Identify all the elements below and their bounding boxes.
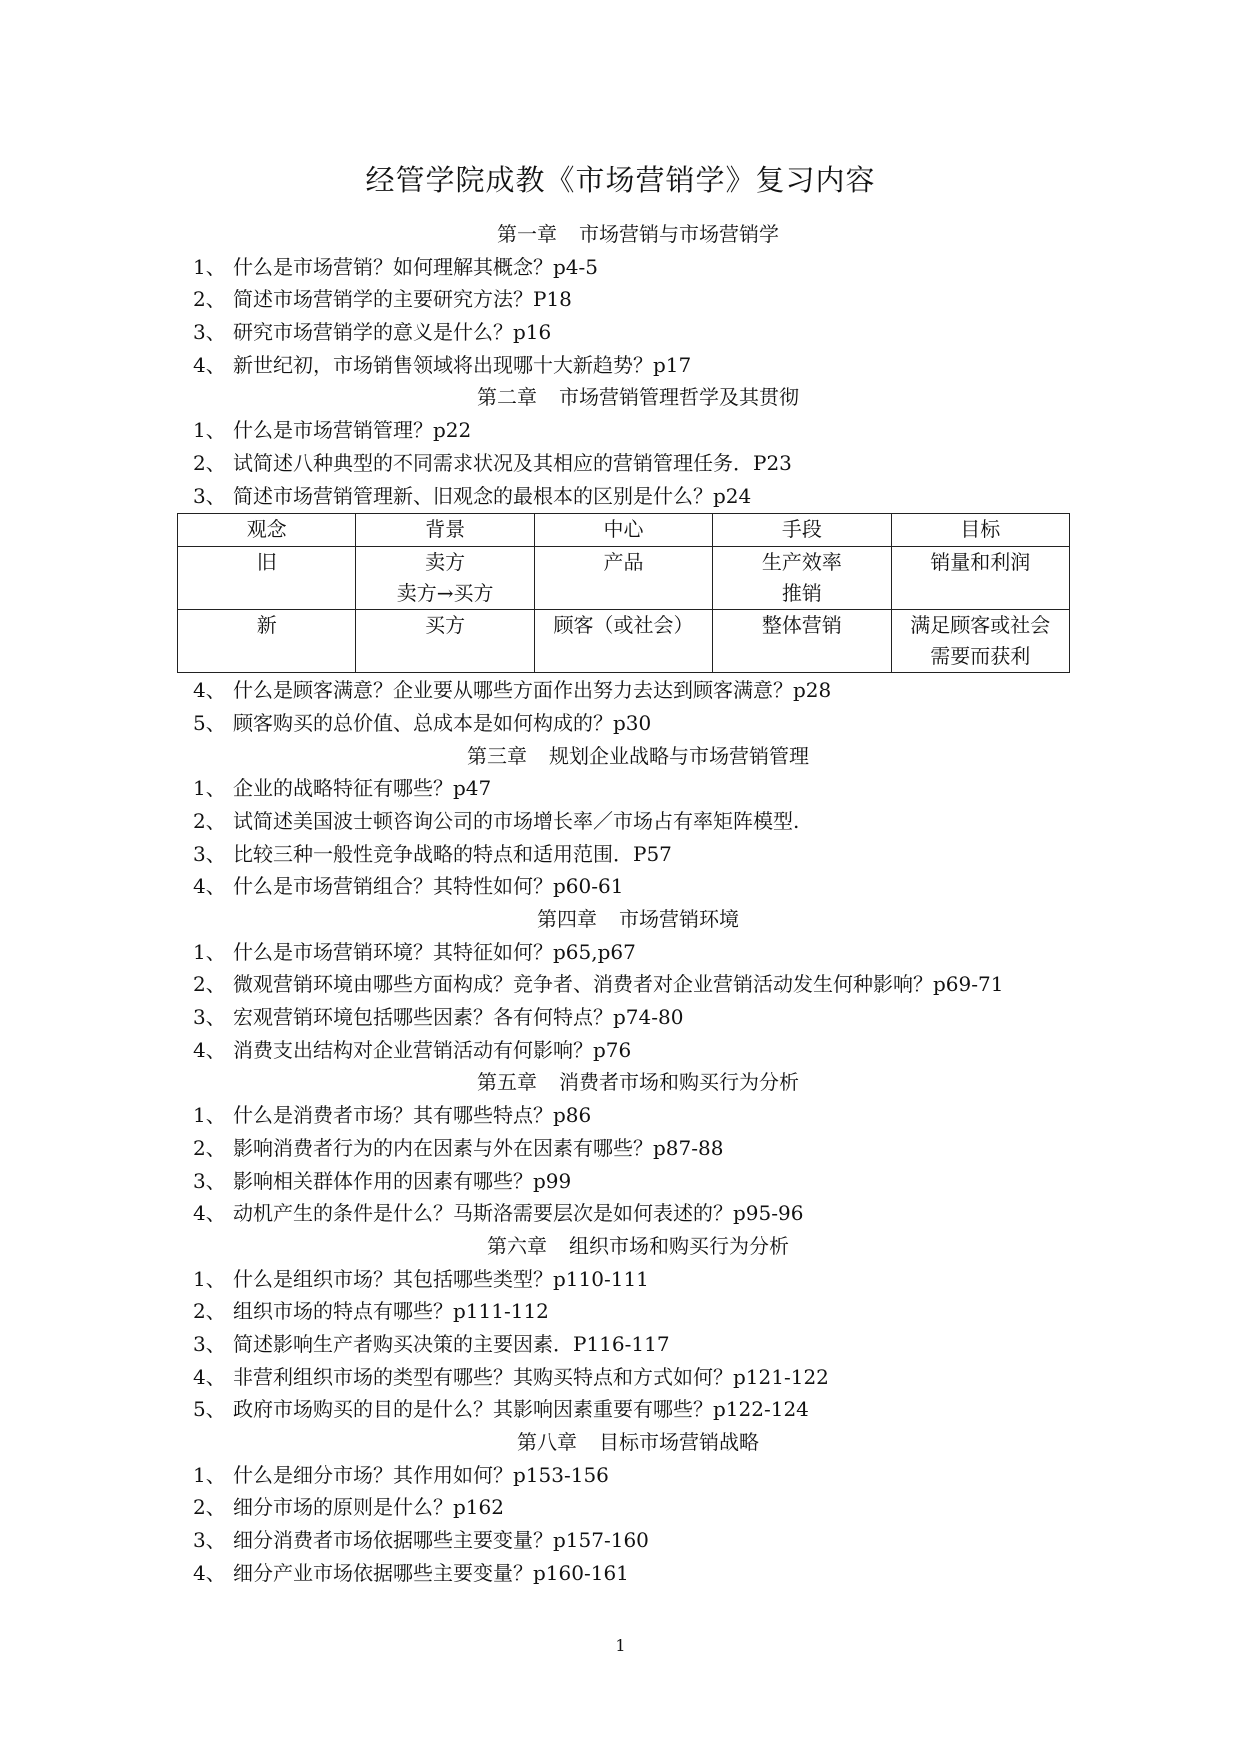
question-item: [193, 1034, 1083, 1067]
question-number: 3、: [193, 320, 226, 345]
question-item: [193, 1165, 1083, 1198]
question-text: 非营利组织市场的类型有哪些？其购买特点和方式如何？p121-122: [233, 1364, 829, 1389]
question-text: 影响消费者行为的内在因素与外在因素有哪些？p87-88: [233, 1135, 724, 1160]
question-number: 1、: [193, 1103, 226, 1128]
chapter-heading: [193, 381, 1083, 414]
chapter-title: 市场营销环境: [619, 907, 739, 931]
question-number: 4、: [193, 1364, 226, 1389]
table-cell-line: 需要而获利: [930, 644, 1031, 669]
chapter-number: 第五章: [477, 1070, 537, 1095]
question-text: 什么是市场营销组合？其特性如何？p60-61: [233, 874, 624, 899]
chapter-number: 第八章: [517, 1430, 577, 1454]
question-text: 宏观营销环境包括哪些因素？各有何特点？p74-80: [233, 1005, 684, 1030]
table-header-cell: 目标: [891, 514, 1069, 547]
question-item: [193, 1328, 1083, 1361]
question-number: 2、: [193, 450, 226, 475]
question-item: [193, 1132, 1083, 1165]
question-number: 1、: [193, 1266, 226, 1291]
question-number: 3、: [193, 1331, 226, 1356]
question-text: 影响相关群体作用的因素有哪些？p99: [233, 1168, 572, 1193]
question-number: 1、: [193, 418, 226, 443]
table-row: [178, 610, 1070, 673]
table-cell-line: 买方: [425, 613, 466, 638]
table-header-cell: 观念: [178, 514, 356, 547]
question-number: 4、: [193, 1560, 226, 1585]
chapter-title: 规划企业战略与市场营销管理: [549, 743, 809, 768]
question-text: 细分市场的原则是什么？p162: [233, 1495, 504, 1520]
question-text: 消费支出结构对企业营销活动有何影响？p76: [233, 1037, 632, 1062]
question-number: 4、: [193, 1201, 226, 1226]
table-cell-line: 整体营销: [761, 613, 842, 638]
question-text: 试简述美国波士顿咨询公司的市场增长率／市场占有率矩阵模型.: [233, 808, 800, 833]
question-number: 4、: [193, 874, 226, 899]
table-cell: [178, 547, 356, 610]
table-cell-line: 旧: [256, 550, 277, 575]
question-item: [193, 414, 1083, 447]
table-cell: [713, 547, 891, 610]
chapter-number: 第三章: [467, 743, 527, 768]
question-item: [193, 936, 1083, 969]
question-number: 2、: [193, 287, 226, 312]
comparison-table: [177, 513, 1070, 673]
question-number: 2、: [193, 808, 226, 833]
table-header-cell: 中心: [534, 514, 712, 547]
question-number: 5、: [193, 1397, 226, 1422]
document-title: 经管学院成教《市场营销学》复习内容: [365, 163, 876, 197]
question-text: 细分产业市场依据哪些主要变量？p160-161: [233, 1560, 629, 1585]
question-number: 1、: [193, 1462, 226, 1487]
table-cell-line: 销量和利润: [930, 550, 1031, 575]
question-text: 什么是市场营销管理？p22: [233, 418, 472, 443]
question-text: 顾客购买的总价值、总成本是如何构成的？p30: [233, 710, 652, 735]
question-text: 什么是组织市场？其包括哪些类型？p110-111: [233, 1266, 649, 1291]
question-item: [193, 674, 1083, 707]
table-cell: [356, 610, 534, 673]
question-item: [193, 772, 1083, 805]
table-cell-line: 推销: [781, 581, 822, 606]
question-text: 什么是顾客满意？企业要从哪些方面作出努力去达到顾客满意？p28: [233, 678, 832, 703]
question-item: [193, 838, 1083, 871]
question-number: 1、: [193, 254, 226, 279]
question-item: [193, 349, 1083, 382]
question-text: 组织市场的特点有哪些？p111-112: [233, 1299, 549, 1324]
question-number: 3、: [193, 1005, 226, 1030]
question-item: [193, 870, 1083, 903]
question-text: 什么是消费者市场？其有哪些特点？p86: [233, 1103, 592, 1128]
question-text: 动机产生的条件是什么？马斯洛需要层次是如何表述的？p95-96: [233, 1201, 804, 1226]
table-cell-line: 生产效率: [761, 550, 842, 575]
chapter-title: 市场营销管理哲学及其贯彻: [559, 385, 799, 410]
question-number: 4、: [193, 352, 226, 377]
table-cell-line: 顾客（或社会）: [553, 613, 694, 638]
chapter-title: 市场营销与市场营销学: [579, 222, 779, 246]
question-text: 试简述八种典型的不同需求状况及其相应的营销管理任务．P23: [233, 450, 792, 475]
question-item: [193, 447, 1083, 480]
table-row: [178, 547, 1070, 610]
chapter-heading: [193, 218, 1083, 251]
table-header-cell: 背景: [356, 514, 534, 547]
table-cell: [534, 610, 712, 673]
question-text: 什么是细分市场？其作用如何？p153-156: [233, 1462, 609, 1487]
question-number: 4、: [193, 1037, 226, 1062]
question-number: 1、: [193, 939, 226, 964]
question-text: 简述影响生产者购买决策的主要因素．P116-117: [233, 1331, 670, 1356]
question-item: [193, 1393, 1083, 1426]
question-item: [193, 968, 1083, 1001]
question-item: [193, 283, 1083, 316]
question-text: 研究市场营销学的意义是什么？p16: [233, 320, 552, 345]
chapter-heading: [193, 740, 1083, 773]
table-cell-line: 卖方→买方: [396, 581, 494, 606]
question-text: 政府市场购买的目的是什么？其影响因素重要有哪些？p122-124: [233, 1397, 809, 1422]
question-number: 3、: [193, 1528, 226, 1553]
question-item: [193, 805, 1083, 838]
chapter-title: 消费者市场和购买行为分析: [559, 1070, 799, 1095]
table-cell: [891, 610, 1069, 673]
chapter-heading: [193, 1066, 1083, 1099]
question-item: [193, 480, 1083, 513]
question-text: 比较三种一般性竞争战略的特点和适用范围．P57: [233, 841, 672, 866]
question-text: 微观营销环境由哪些方面构成？竞争者、消费者对企业营销活动发生何种影响？p69-71: [233, 972, 1004, 997]
question-item: [193, 1361, 1083, 1394]
table-cell: [178, 610, 356, 673]
chapter-number: 第二章: [477, 385, 537, 410]
table-cell-line: 卖方: [425, 550, 466, 575]
question-number: 2、: [193, 1135, 226, 1160]
question-item: [193, 1491, 1083, 1524]
table-cell-line: 新: [256, 613, 277, 638]
question-text: 细分消费者市场依据哪些主要变量？p157-160: [233, 1528, 649, 1553]
question-item: [193, 1459, 1083, 1492]
question-item: [193, 251, 1083, 284]
question-item: [193, 707, 1083, 740]
page-number: 1: [615, 1636, 626, 1655]
question-number: 2、: [193, 972, 226, 997]
table-cell-line: 满足顾客或社会: [910, 613, 1051, 638]
question-item: [193, 1197, 1083, 1230]
question-item: [193, 1557, 1083, 1590]
table-header-cell: 手段: [713, 514, 891, 547]
question-item: [193, 1263, 1083, 1296]
question-item: [193, 1001, 1083, 1034]
chapter-title: 目标市场营销战略: [599, 1430, 759, 1454]
table-cell-line: 产品: [603, 550, 644, 575]
chapter-heading: [193, 1426, 1083, 1459]
question-number: 3、: [193, 1168, 226, 1193]
question-item: [193, 1295, 1083, 1328]
question-text: 简述市场营销学的主要研究方法？P18: [233, 287, 572, 312]
question-number: 4、: [193, 678, 226, 703]
question-text: 什么是市场营销环境？其特征如何？p65,p67: [233, 939, 636, 964]
question-item: [193, 316, 1083, 349]
question-number: 5、: [193, 710, 226, 735]
question-text: 新世纪初，市场销售领域将出现哪十大新趋势？p17: [233, 352, 692, 377]
question-item: [193, 1524, 1083, 1557]
chapter-number: 第六章: [487, 1233, 547, 1258]
question-number: 2、: [193, 1495, 226, 1520]
chapter-heading: [193, 903, 1083, 936]
chapter-title: 组织市场和购买行为分析: [569, 1233, 789, 1258]
table-header-row: [178, 514, 1070, 547]
table-cell: [891, 547, 1069, 610]
question-number: 2、: [193, 1299, 226, 1324]
table-cell: [534, 547, 712, 610]
table-cell: [356, 547, 534, 610]
question-text: 什么是市场营销？如何理解其概念？p4-5: [233, 254, 599, 279]
question-text: 企业的战略特征有哪些？p47: [233, 776, 492, 801]
question-number: 3、: [193, 841, 226, 866]
question-text: 简述市场营销管理新、旧观念的最根本的区别是什么？p24: [233, 483, 752, 508]
question-item: [193, 1099, 1083, 1132]
document-body: [193, 218, 1083, 1589]
chapter-heading: [193, 1230, 1083, 1263]
question-number: 3、: [193, 483, 226, 508]
chapter-number: 第四章: [537, 907, 597, 931]
table-cell: [713, 610, 891, 673]
question-number: 1、: [193, 776, 226, 801]
chapter-number: 第一章: [497, 222, 557, 246]
